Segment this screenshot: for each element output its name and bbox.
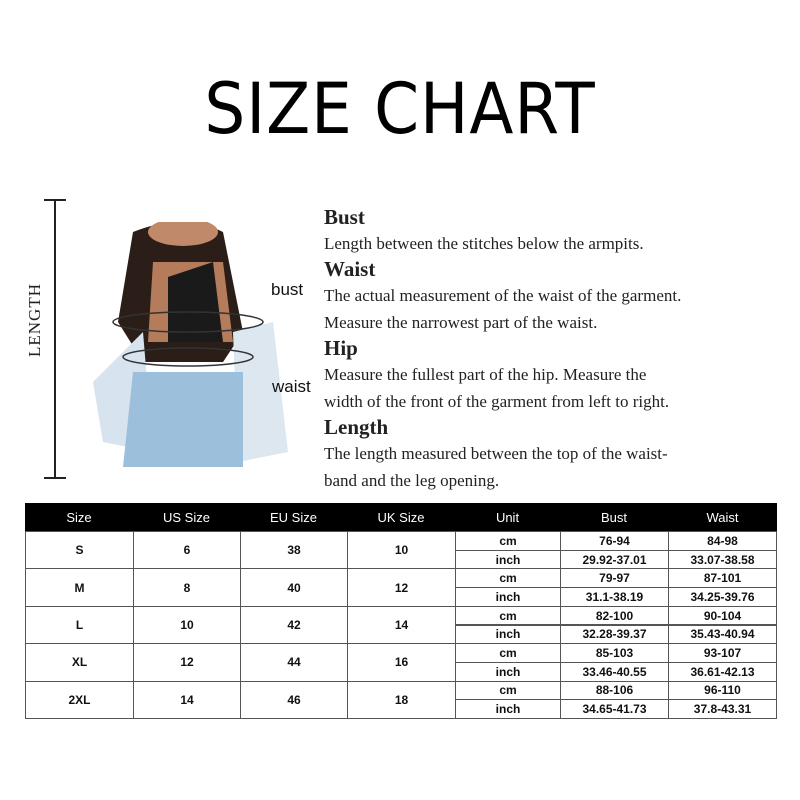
cell-uk: 14 [347,606,456,644]
header-bust: Bust [560,503,668,531]
cell-bust: 33.46-40.55 [560,662,669,682]
length-description: band and the leg opening. [324,471,500,490]
length-cap-top [44,199,66,201]
page-title: SIZE CHART [204,68,596,150]
cell-us: 10 [133,606,241,644]
waist-heading: Waist [324,257,376,281]
cell-uk: 10 [347,531,456,569]
waist-label: waist [272,377,311,396]
length-heading: Length [324,415,389,439]
bust-heading: Bust [324,205,365,229]
cell-uk: 18 [347,681,456,719]
length-description: The length measured between the top of the waist- [324,444,668,463]
waist-description: The actual measurement of the waist of the garment. [324,286,682,305]
cell-unit: cm [455,643,561,663]
cell-waist: 33.07-38.58 [668,550,777,570]
cell-waist: 90-104 [668,606,777,626]
cell-unit: cm [455,606,561,626]
cell-eu: 44 [240,643,348,681]
cell-uk: 16 [347,643,456,681]
length-cap-bottom [44,477,66,479]
cell-size: M [25,568,134,606]
cell-bust: 31.1-38.19 [560,587,669,607]
cell-bust: 76-94 [560,531,669,551]
cell-waist: 87-101 [668,568,777,588]
cell-unit: inch [455,550,561,570]
cell-unit: cm [455,568,561,588]
cell-unit: cm [455,531,561,551]
cell-size: S [25,531,134,569]
cell-waist: 36.61-42.13 [668,662,777,682]
measurement-descriptions [324,205,794,494]
bust-description: Length between the stitches below the armpits. [324,234,644,253]
header-eu-size: EU Size [240,503,347,531]
cell-eu: 46 [240,681,348,719]
model-photo [73,222,303,476]
cell-eu: 38 [240,531,348,569]
cell-us: 6 [133,531,241,569]
length-indicator-line [54,200,56,478]
cell-waist: 84-98 [668,531,777,551]
header-us-size: US Size [133,503,240,531]
cell-bust: 34.65-41.73 [560,699,669,719]
hip-description: Measure the fullest part of the hip. Measure the [324,365,647,384]
cell-bust: 79-97 [560,568,669,588]
size-table [25,503,777,718]
cell-unit: inch [455,662,561,682]
hip-description: width of the front of the garment from left to right. [324,392,670,411]
cell-size: L [25,606,134,644]
cell-waist: 35.43-40.94 [668,625,777,645]
cell-uk: 12 [347,568,456,606]
cell-bust: 85-103 [560,643,669,663]
cell-waist: 37.8-43.31 [668,699,777,719]
hip-heading: Hip [324,336,358,360]
header-unit: Unit [455,503,560,531]
cell-us: 12 [133,643,241,681]
length-label: LENGTH [24,283,44,357]
cell-us: 8 [133,568,241,606]
cell-waist: 34.25-39.76 [668,587,777,607]
cell-unit: inch [455,699,561,719]
cell-bust: 82-100 [560,606,669,626]
bust-label: bust [271,280,304,299]
cell-us: 14 [133,681,241,719]
waist-description: Measure the narrowest part of the waist. [324,313,598,332]
cell-bust: 32.28-39.37 [560,625,669,645]
cell-size: 2XL [25,681,134,719]
cell-waist: 96-110 [668,681,777,701]
cell-unit: inch [455,625,561,645]
header-waist: Waist [668,503,777,531]
cell-waist: 93-107 [668,643,777,663]
cell-unit: cm [455,681,561,701]
cell-bust: 29.92-37.01 [560,550,669,570]
header-size: Size [25,503,133,531]
cell-size: XL [25,643,134,681]
cell-eu: 40 [240,568,348,606]
cell-bust: 88-106 [560,681,669,701]
cell-unit: inch [455,587,561,607]
cell-eu: 42 [240,606,348,644]
header-uk-size: UK Size [347,503,455,531]
